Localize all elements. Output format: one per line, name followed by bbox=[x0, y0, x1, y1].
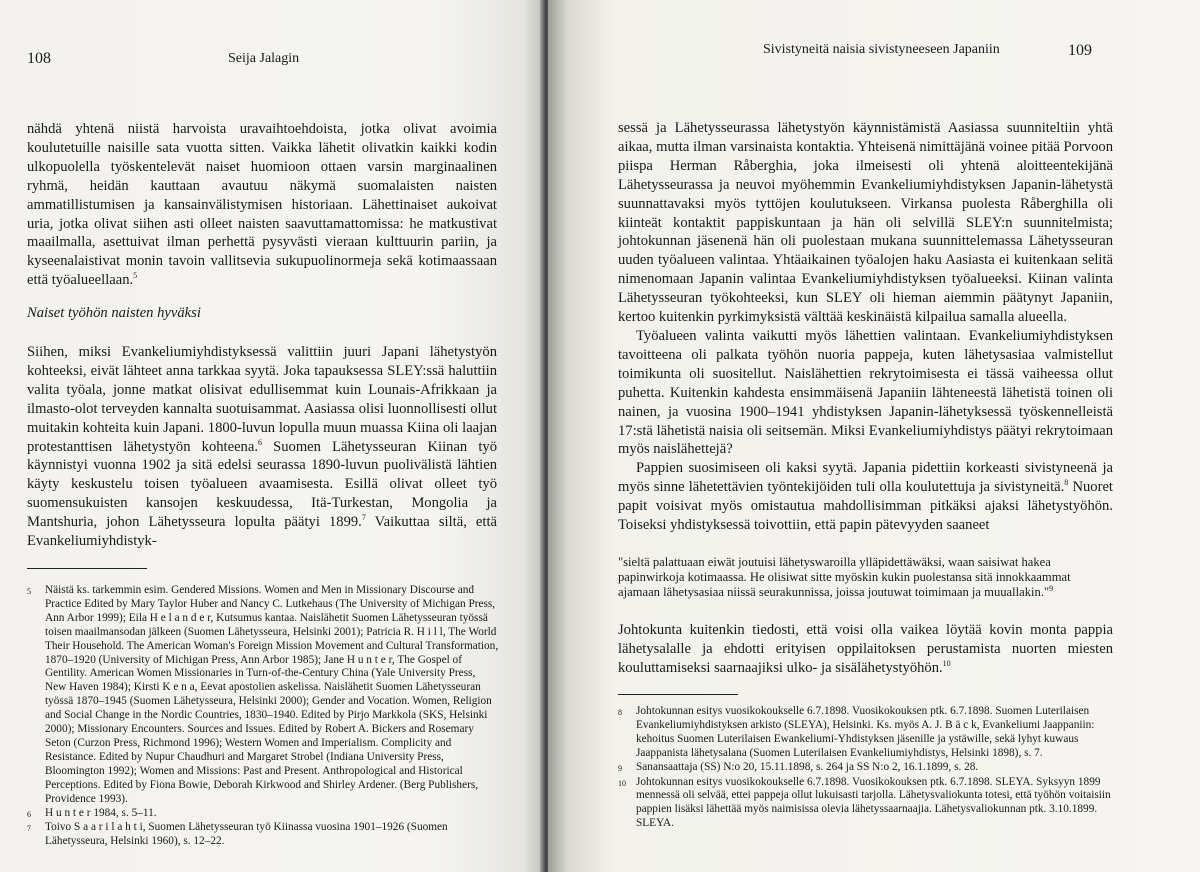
closing-paragraph bbox=[618, 621, 1113, 678]
paragraph: sessä ja Lähetysseurassa lähetystyön käynnistämistä Aasiassa suunniteltiin yhtä aikaa, mutta ilman varsinaista kontaktia. Yhteisenä nimittäjänä voinee pitää Porvoon piispa Herman Råberghia, joka ilmeisesti oli yhtenä aloitteentekijänä Lähetysseurassa ja neuvoi myöhemmin Evankeliumiyhdistyksen Japanin-lähetystä suunnattavaksi myös tyttöjen koulutukseen. Virkansa puolesta Råberghilla oli kiinteät kontaktit pappiskuntaan ja hän oli selvillä SLEY:n suunnitelmista; johtokunnan jäsenenä hän oli puolestaan mukana suunnittelemassa Lähetysseuran uuden työalueen valintaa. Yhtäaikainen työalojen haku Aasiasta ei kuitenkaan selitä nimenomaan Japanin valintaa Evankeliumiyhdistyksen työalueeksi. Kiinan valinta Lähetysseuran työkohteeksi, kun SLEY oli hieman aiemmin päätynyt Japaniin, kertoo kuitenkin pyrkimyksistä välttää keskinäistä kilpailua samalla alueella. bbox=[618, 120, 1113, 326]
left-page bbox=[0, 0, 545, 872]
section-text-b: Suomen Lähetysseuran Kiinan työ käynnistyi vuonna 1902 ja sitä edelsi seurassa 1890-luvun puolivälistä lähtien käyty keskustelu toisen työalueen avaamisesta. Esillä olivat olleet työ suomensukuisten kansojen keskuudessa, Itä-Turkestan, Mongolia ja Mantshuria, johon Lähetysseura lopulta päätyi 1899. bbox=[27, 438, 497, 531]
paragraph: Työalueen valinta vaikutti myös lähettien valintaan. Evankeliumiyhdistyksen tavoitteena oli palkata työhön nuoria pappeja, kuten lähetysasiaa valmistellut toimikunta oli suositellut. Naislähettien rekrytoimisesta ei tässä vaiheessa ollut puhetta. Kuitenkin kahdesta ensimmäisenä Japaniin lähteneestä lähetistä toinen oli nainen, ja vuosina 1900–1941 yhdistyksen Japanin-lähetyksessä työskennelleistä 17:stä lähetistä naisia oli seitsemän. Miksi Evankeliumiyhdistys päätyi rekrytoimaan myös naislähettejä? bbox=[618, 327, 1113, 458]
footnote-mark: 8 bbox=[618, 708, 622, 717]
footnote-mark: 6 bbox=[27, 809, 31, 819]
footnote bbox=[618, 761, 1113, 776]
intro-paragraph bbox=[27, 120, 497, 290]
footnote-ref: 6 bbox=[257, 437, 262, 447]
footnote-ref: 5 bbox=[133, 271, 138, 281]
footnote-ref: 9 bbox=[1049, 583, 1054, 593]
section-text-c: Vaikuttaa siltä, että Evankeliumiyhdistyk- bbox=[27, 514, 497, 550]
footnote-text: Johtokunnan esitys vuosikokoukselle 6.7.1898. Vuosikokouksen ptk. 6.7.1898. SLEYA. Syksyyn 1899 mennessä oli selvää, ettei pappeja ollut lukuisasti tarjolla. Lähetysvaliokunta totesi, että työhön voitaisiin pappien lisäksi lähettää myös naimisissa olevia lähetyssaarnaajia. Lähetysvaliokunnan ptk. 3.10.1899. SLEYA. bbox=[636, 775, 1111, 830]
footnotes bbox=[618, 705, 1113, 831]
paragraph-text: Pappien suosimiseen oli kaksi syytä. Japania pidettiin korkeasti sivistyneenä ja myös sinne lähetettävien työntekijöiden tuli olla koulutettuja ja sivistyneitä. bbox=[618, 460, 1113, 496]
page-number: 108 bbox=[27, 50, 51, 67]
footnote bbox=[618, 776, 1113, 832]
paragraph bbox=[618, 459, 1113, 535]
page-number: 109 bbox=[1068, 42, 1092, 59]
paragraph-text: Johtokunta kuitenkin tiedosti, että voisi olla vaikea löytää kovin monta pappia lähetysalalle ja ehdotti erityisen oppilaitoksen perustamista nuorten miesten kouluttamiseksi saarnaajiksi ulko- ja sisälähetystyöhön. bbox=[618, 622, 1113, 676]
section-text-a: Siihen, miksi Evankeliumiyhdistyksessä valittiin juuri Japani lähetystyön kohteeksi, eivät lähteet anna tarkkaa syytä. Joka tapauksessa SLEY:ssä haluttiin valita työala, jonne matkat olisivat edullisemmat kuin Lounais-Afrikkaan ja ilmasto-olot terveyden kannalta suotuisammat. Aasiassa olisi luonnollisesti ollut muitakin kohteita kuin Japani. 1800-luvun lopulla muun muassa Kiina oli laajan protestanttisen lähetystyön kohteena. bbox=[27, 344, 497, 455]
footnote-mark: 9 bbox=[618, 763, 622, 773]
footnote-rule bbox=[27, 568, 147, 569]
footnote-ref: 10 bbox=[942, 658, 951, 668]
paragraph-text: Nuoret papit voisivat myös omistautua mahdollisimman pitkäksi ajaksi lähetystyöhön. Toiseksi yhdistyksessä toivottiin, että papin pätevyyden saaneet bbox=[618, 479, 1113, 534]
footnote bbox=[27, 807, 499, 822]
footnote-text: Johtokunnan esitys vuosikokoukselle 6.7.1898. Vuosikokouksen ptk. 6.7.1898. Suomen Luterilaisen Evankeliumiyhdistyksen arkisto (SLEYA), Helsinki. Ks. myös A. J. B ä c k, Evankeliumi Jaappaniin: kehoitus Suomen Luterilaisen Ewankeliumi-Yhdistyksen jäsenille ja ystäwille, sekä lyhyt kuwaus Jaappanista lähetysalana (Suomen Luterilaisen Evankeliumiyhdistys, Helsinki 1898), s. 7. bbox=[636, 705, 1095, 759]
quote-text: "sieltä palattuaan eiwät joutuisi lähetyswaroilla ylläpidettäwäksi, waan saisiwat hakea papinwirkoja kotimaassa. He olisiwat sitte myöskin kukin puolestansa sitä innokkaammat ajamaan lähetysasiaa niissä seurakunnissa, joissa joutuwat toimimaan ja muuallakin." bbox=[618, 555, 1071, 599]
running-head: Sivistyneitä naisia sivistyneeseen Japaniin bbox=[763, 42, 1000, 57]
footnote-text: Sanansaattaja (SS) N:o 20, 15.11.1898, s. 264 ja SS N:o 2, 16.1.1899, s. 28. bbox=[636, 760, 979, 773]
footnote-ref: 8 bbox=[1064, 478, 1069, 488]
footnote-mark: 5 bbox=[27, 587, 31, 596]
footnote-text: Toivo S a a r i l a h t i, Suomen Lähetysseuran työ Kiinassa vuosina 1901–1926 (Suomen Lähetysseura, Helsinki 1960), s. 12–22. bbox=[45, 821, 448, 848]
footnote-text: H u n t e r 1984, s. 5–11. bbox=[45, 806, 157, 819]
main-text bbox=[618, 119, 1113, 535]
section-title: Naiset työhön naisten hyväksi bbox=[27, 305, 201, 321]
footnote bbox=[618, 705, 1113, 761]
footnote-ref: 7 bbox=[361, 513, 366, 523]
section-paragraph bbox=[27, 343, 497, 551]
footnotes bbox=[27, 584, 499, 849]
right-page bbox=[548, 0, 1200, 872]
footnote-mark: 7 bbox=[27, 824, 31, 834]
footnote bbox=[27, 821, 499, 849]
footnote-text: Näistä ks. tarkemmin esim. Gendered Missions. Women and Men in Missionary Discourse and Practice Edited by Mary Taylor Huber and Nancy C. Lutkehaus (The University of Michigan Press, Ann Arbor 1999); Eila H e l a n d e r, Kutsumus kantaa. Naislähetit Suomen Lähetysseuran työssä toisen maailmansodan jälkeen (Suomen Lähetysseura, Helsinki 2001); Patricia R. H i l l, The World Their Household. The American Woman's Foreign Mission Movement and Cultural Transformation, 1870–1920 (University of Michigan Press, Ann Arbor 1985); Jane H u n t e r, The Gospel of Gentility. American Women Missionaries in Turn-of-the-Century China (Yale University Press, New Haven 1984); Kirsti K e n a, Eevat apostolien askelissa. Naislähetit Suomen Lähetysseuran työssä 1870–1945 (Suomen Lähetysseura, Helsinki 2000); Gender and Vocation. Women, Religion and Social Change in the Nordic Countries, 1830–1940. Edited by Pirjo Markkola (SKS, Helsinki 2000); Missionary Encounters. Sources and Issues. Edited by Robert A. Bickers and Rosemary Seton (Curzon Press, Richmond 1996); Western Women and Imperialism. Complicity and Resistance. Edited by Nupur Chaudhuri and Margaret Strobel (Indiana University Press, Bloomington 1992); Women and Missions: Past and Present. Anthropological and Historical Perceptions. Edited by Fiona Bowie, Deborah Kirkwood and Shirley Ardener. (Berg Publishers, Providence 1993). bbox=[45, 584, 499, 805]
intro-text: nähdä yhtenä niistä harvoista uravaihtoehdoista, jotka olivat avoimia koulutetuille naisille sata vuotta sitten. Vaikka lähetit olivatkin kaikki kodin ulkopuolella työskentelevät naiset huomioon ottaen varsin marginaalinen ryhmä, heidän kauttaan avautuu näkymä suomalaisten naisten ammatillistumisen ja kansainvälistymisen historiaan. Lähettinaiset aukoivat uria, jotka olivat siihen asti olleet naisten saavuttamattomissa: he matkustivat maailmalla, asettuivat ilman perhettä pysyvästi vieraan kulttuurin pariin, ja kyseenalaistivat monin tavoin vallitsevia sukupuolinormeja sekä kotimaassaan että työalueellaan. bbox=[27, 121, 497, 289]
footnote-rule bbox=[618, 694, 738, 695]
footnote bbox=[27, 584, 499, 807]
footnote-mark: 10 bbox=[618, 778, 626, 788]
running-head: Seija Jalagin bbox=[228, 51, 300, 66]
block-quote bbox=[618, 555, 1098, 599]
